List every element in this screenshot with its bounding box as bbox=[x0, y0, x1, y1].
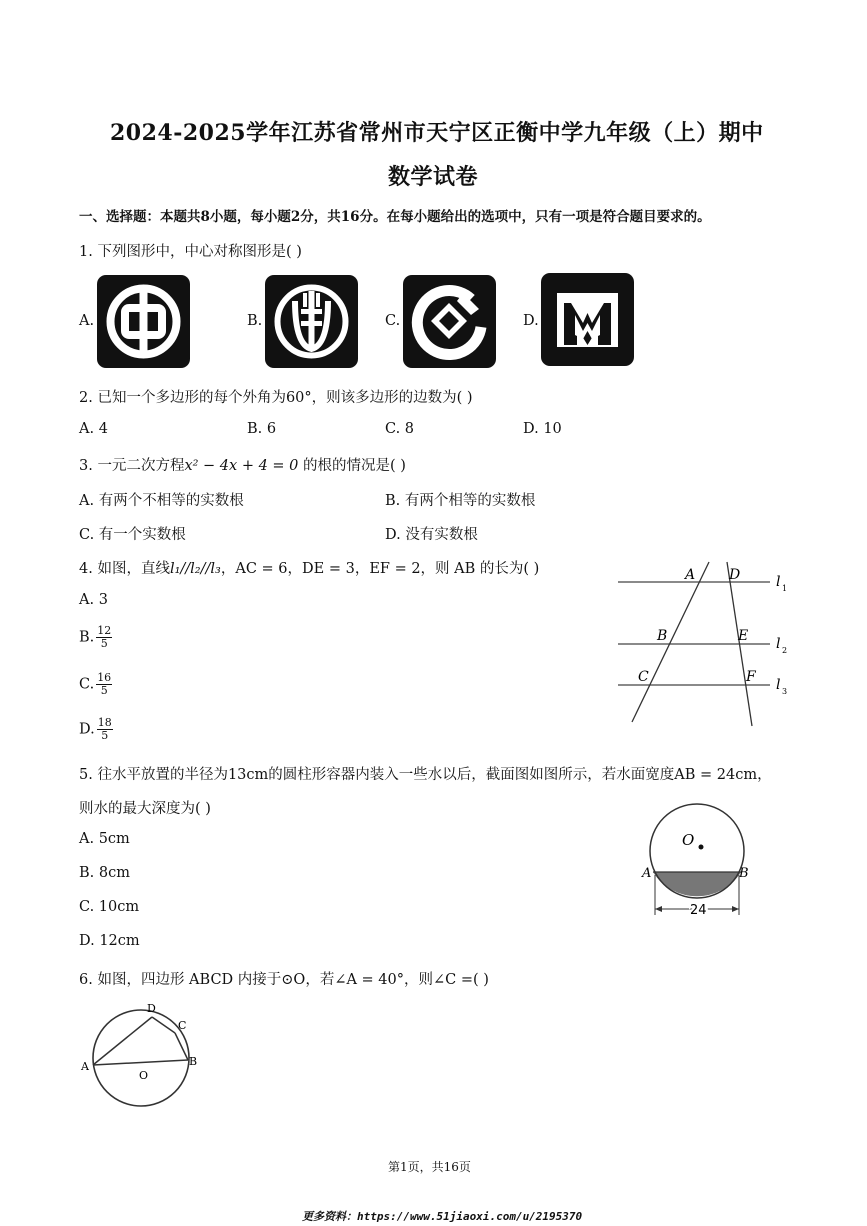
q1-option-d-label: D. bbox=[523, 313, 539, 329]
line-l3-label: l bbox=[776, 677, 781, 693]
segment-ab bbox=[93, 1060, 188, 1065]
line-l2-sub: 2 bbox=[782, 646, 788, 655]
china-merchants-bank-logo-icon bbox=[541, 273, 634, 366]
q4-option-c-numerator: 16 bbox=[97, 671, 112, 684]
segment-ad bbox=[93, 1017, 152, 1065]
point-a-label: A bbox=[685, 567, 696, 583]
q4-given: ，AC = 6，DE = 3，EF = 2，则 AB 的长为( ) bbox=[220, 561, 540, 577]
point-c-label: C bbox=[638, 669, 649, 685]
q4-option-b-numerator: 12 bbox=[97, 624, 112, 637]
q4-option-b bbox=[79, 625, 112, 650]
water-segment bbox=[653, 872, 741, 896]
q5-option-a: A. 5cm bbox=[79, 831, 130, 847]
center-o-point bbox=[699, 845, 704, 850]
transversal-ac bbox=[632, 562, 709, 722]
page-title-line2: 数学试卷 bbox=[388, 164, 479, 190]
circle-o bbox=[93, 1010, 189, 1106]
q5-option-c: C. 10cm bbox=[79, 899, 140, 915]
q4-option-d bbox=[79, 717, 113, 742]
q3-option-a: A. 有两个不相等的实数根 bbox=[79, 493, 244, 509]
point-c-label: C bbox=[178, 1019, 187, 1032]
q1-option-b-label: B. bbox=[247, 313, 263, 329]
bank-of-china-logo-icon bbox=[97, 275, 190, 368]
line-l2-label: l bbox=[776, 636, 781, 652]
q1-option-a-label: A. bbox=[79, 313, 95, 329]
q2-option-a: A. 4 bbox=[79, 421, 108, 437]
q1-stem: 1. 下列图形中，中心对称图形是( ) bbox=[79, 244, 302, 260]
center-o-label: O bbox=[682, 831, 695, 849]
q4-parallel-lines-figure bbox=[610, 560, 800, 730]
q4-option-d-numerator: 18 bbox=[97, 716, 112, 729]
q6-inscribed-quadrilateral-figure bbox=[78, 998, 208, 1118]
point-e-label: E bbox=[738, 628, 749, 644]
q3-option-c: C. 有一个实数根 bbox=[79, 527, 186, 543]
q2-option-b: B. 6 bbox=[247, 421, 277, 437]
q4-stem bbox=[79, 557, 539, 578]
line-l1-label: l bbox=[776, 574, 781, 590]
point-d-label: D bbox=[147, 1002, 156, 1015]
q3-option-b: B. 有两个相等的实数根 bbox=[385, 493, 536, 509]
width-label: 24 bbox=[690, 903, 707, 918]
q4-option-c bbox=[79, 672, 112, 697]
point-f-label: F bbox=[746, 669, 756, 685]
q4-stem-pre: 4. 如图，直线 bbox=[79, 561, 170, 577]
q3-stem-post: 的根的情况是( ) bbox=[303, 458, 406, 474]
q4-option-a: A. 3 bbox=[79, 592, 108, 608]
q1-option-c-label: C. bbox=[385, 313, 401, 329]
q5-option-b: B. 8cm bbox=[79, 865, 130, 881]
section-header: 一、选择题：本题共8小题，每小题2分，共16分。在每小题给出的选项中，只有一项是符合题目要求的。 bbox=[79, 209, 711, 225]
q4-option-d-denominator: 5 bbox=[101, 729, 109, 742]
q6-stem: 6. 如图，四边形 ABCD 内接于⊙O，若∠A = 40°，则∠C =( ) bbox=[79, 972, 489, 988]
q4-option-c-denominator: 5 bbox=[100, 684, 108, 697]
point-a-label: A bbox=[81, 1060, 89, 1073]
q2-option-c: C. 8 bbox=[385, 421, 415, 437]
dim-arrow-left bbox=[655, 906, 662, 912]
q5-circle-water-figure bbox=[636, 795, 766, 925]
point-a-label: A bbox=[642, 866, 652, 881]
line-l3-sub: 3 bbox=[782, 687, 788, 696]
agricultural-bank-logo-icon bbox=[265, 275, 358, 368]
point-b-label: B bbox=[739, 866, 749, 881]
construction-bank-logo-icon bbox=[403, 275, 496, 368]
point-b-label: B bbox=[189, 1055, 198, 1068]
page-number: 第1页，共16页 bbox=[388, 1160, 471, 1174]
q4-option-b-label: B. bbox=[79, 629, 95, 646]
center-o-label: O bbox=[139, 1069, 149, 1082]
q4-option-b-denominator: 5 bbox=[100, 637, 108, 650]
line-l1-sub: 1 bbox=[782, 584, 788, 593]
q4-option-d-label: D. bbox=[79, 721, 95, 738]
q3-equation: x² − 4x + 4 = 0 bbox=[184, 458, 299, 474]
point-b-label: B bbox=[657, 628, 668, 644]
more-resources-link[interactable]: 更多资料：https://www.51jiaoxi.com/u/2195370 bbox=[302, 1210, 583, 1223]
q3-stem-pre: 3. 一元二次方程 bbox=[79, 458, 185, 474]
q4-parallel-lines: l₁//l₂//l₃ bbox=[169, 561, 221, 577]
q3-option-d: D. 没有实数根 bbox=[385, 527, 478, 543]
point-d-label: D bbox=[729, 567, 741, 583]
segment-dc bbox=[152, 1017, 175, 1033]
q5-stem-line2: 则水的最大深度为( ) bbox=[79, 801, 211, 817]
page-title-line1: 2024-2025学年江苏省常州市天宁区正衡中学九年级（上）期中 bbox=[110, 120, 764, 146]
q2-stem: 2. 已知一个多边形的每个外角为60°，则该多边形的边数为( ) bbox=[79, 390, 473, 406]
q4-option-c-label: C. bbox=[79, 676, 95, 693]
q5-stem-line1: 5. 往水平放置的半径为13cm的圆柱形容器内装入一些水以后，截面图如图所示，若水面宽度AB = 24cm， bbox=[79, 767, 772, 783]
q2-option-d: D. 10 bbox=[523, 421, 562, 437]
q5-option-d: D. 12cm bbox=[79, 933, 140, 949]
q3-stem bbox=[79, 454, 406, 475]
dim-arrow-right bbox=[732, 906, 739, 912]
segment-cb bbox=[175, 1033, 188, 1060]
